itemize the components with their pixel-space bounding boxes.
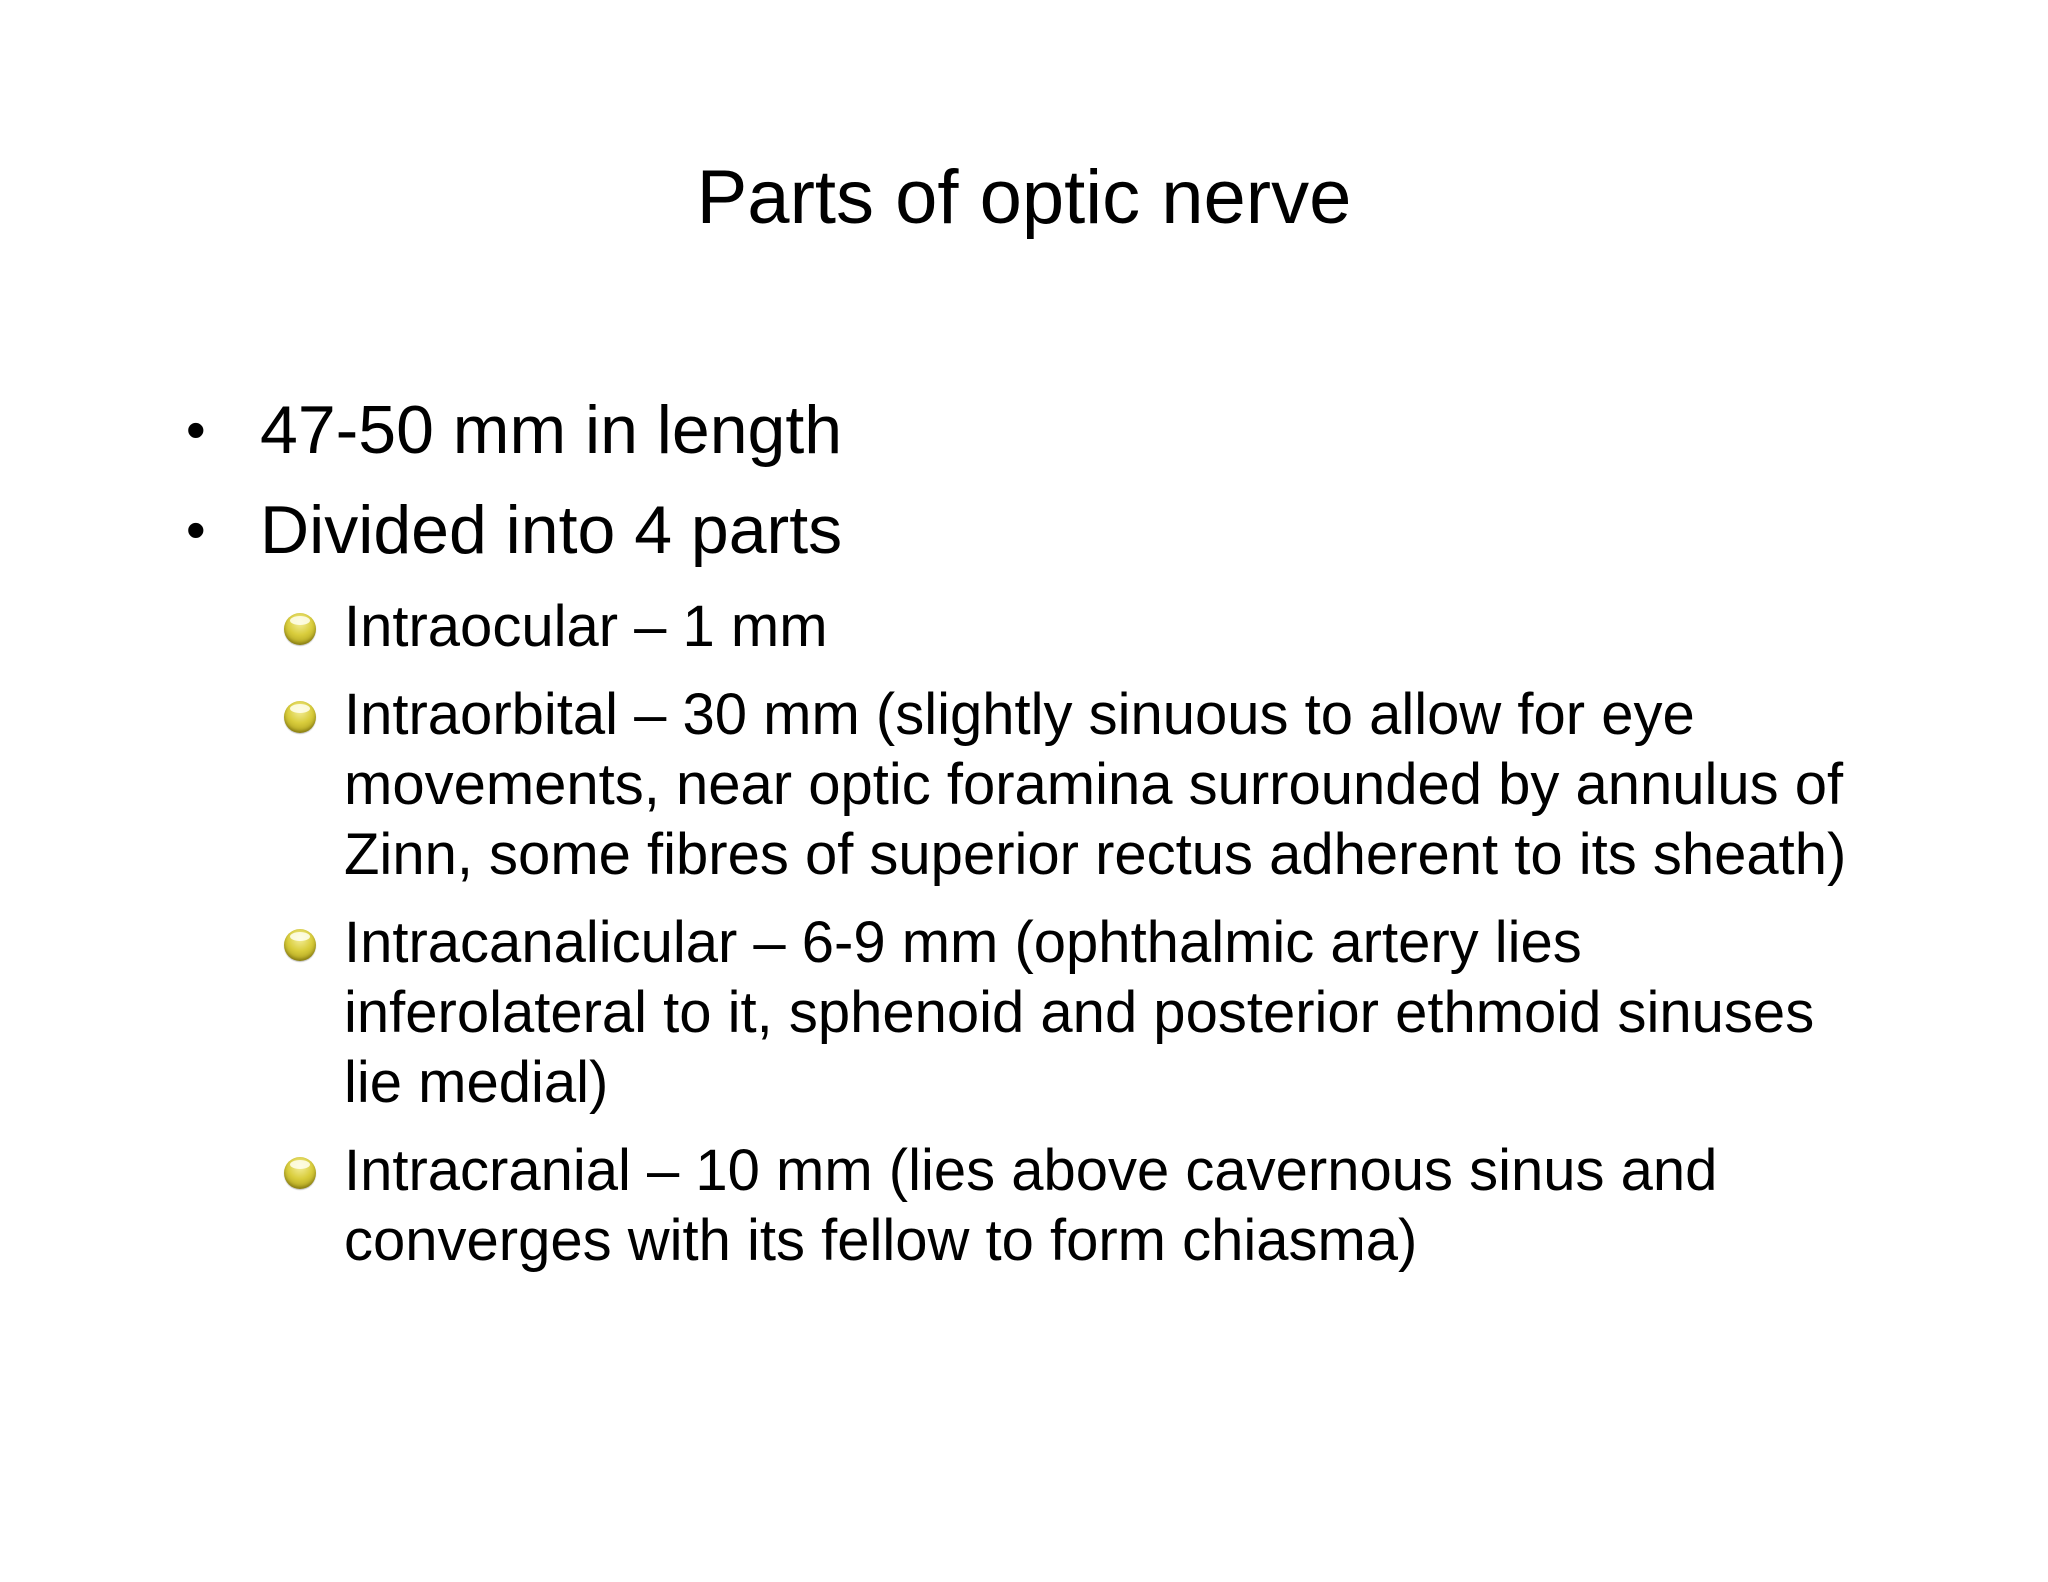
bullet-text: Divided into 4 parts bbox=[260, 492, 843, 568]
sub-bullet-item bbox=[344, 680, 1880, 890]
yellow-orb-bullet-icon bbox=[284, 701, 316, 733]
sub-bullet-item bbox=[344, 908, 1880, 1118]
yellow-orb-bullet-icon bbox=[284, 929, 316, 961]
bullet-dot-icon: • bbox=[186, 498, 206, 561]
slide-content bbox=[180, 380, 1880, 1276]
yellow-orb-bullet-icon bbox=[284, 1157, 316, 1189]
sub-bullet-text: Intraocular – 1 mm bbox=[344, 594, 828, 659]
bullet-item bbox=[180, 480, 1880, 580]
bullet-item bbox=[180, 380, 1880, 480]
slide-title: Parts of optic nerve bbox=[696, 155, 1352, 240]
bullet-dot-icon: • bbox=[186, 398, 206, 461]
sub-bullet-text: Intracranial – 10 mm (lies above cavernous sinus and converges with its fellow to form chiasma) bbox=[344, 1138, 1718, 1273]
sub-bullet-text: Intraorbital – 30 mm (slightly sinuous to allow for eye movements, near optic foramina surrounded by annulus of Zinn, some fibres of superior rectus adherent to its sheath) bbox=[344, 682, 1847, 887]
bullet-text: 47-50 mm in length bbox=[260, 392, 843, 468]
yellow-orb-bullet-icon bbox=[284, 613, 316, 645]
sub-bullet-item bbox=[344, 592, 1880, 662]
sub-bullet-list bbox=[180, 592, 1880, 1276]
sub-bullet-item bbox=[344, 1136, 1880, 1276]
sub-bullet-text: Intracanalicular – 6-9 mm (ophthalmic artery lies inferolateral to it, sphenoid and posterior ethmoid sinuses lie medial) bbox=[344, 910, 1815, 1115]
